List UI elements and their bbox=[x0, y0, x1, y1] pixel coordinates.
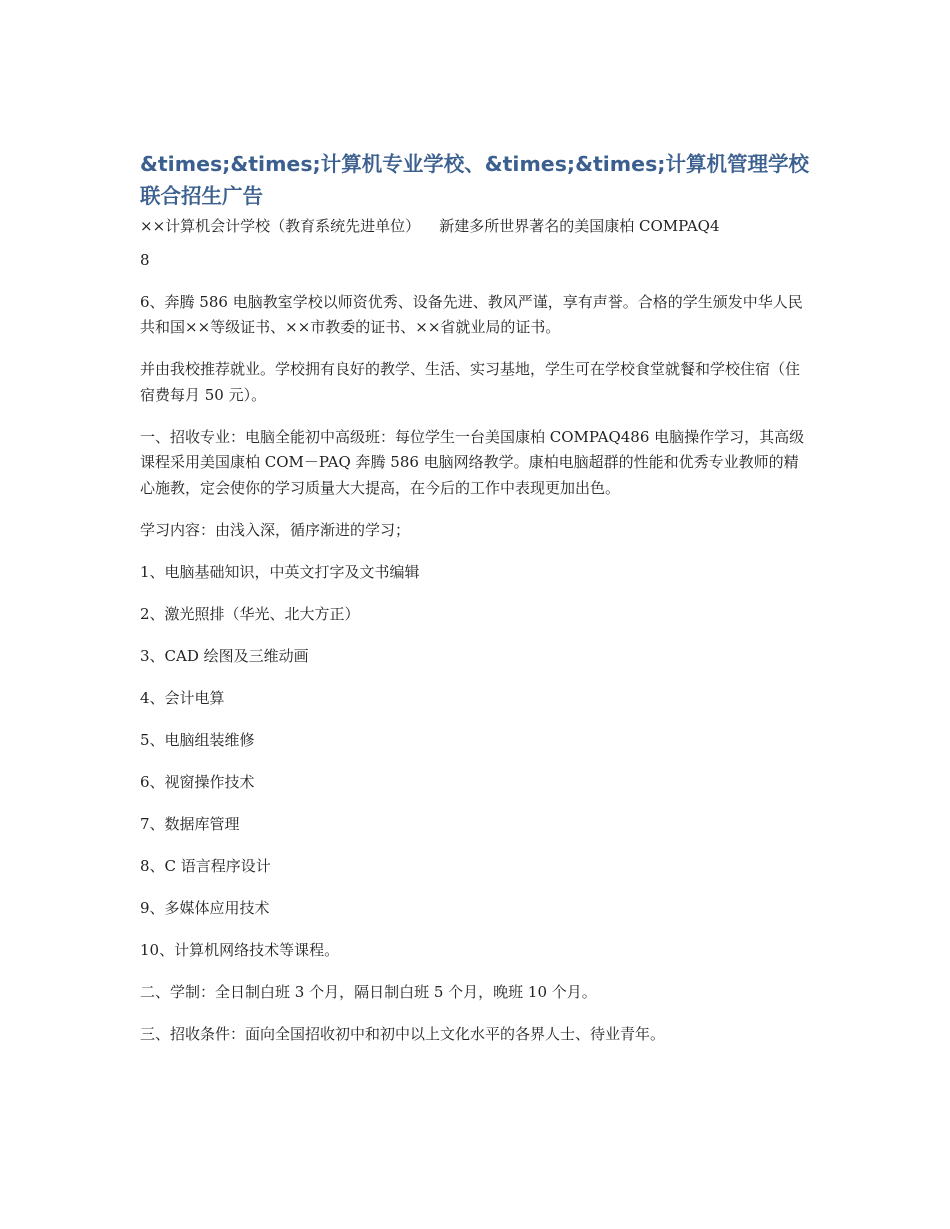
section-majors: 一、招收专业：电脑全能初中高级班：每位学生一台美国康柏 COMPAQ486 电脑操作学习，其高级课程采用美国康柏 COM－PAQ 奔腾 586 电脑网络教学。康柏电脑超群的性能和优秀专业教师的精心施教，定会使你的学习质量大大提高，在今后的工作中表现更加出色。 bbox=[140, 427, 805, 497]
course-item: 3、CAD 绘图及三维动画 bbox=[140, 646, 309, 665]
course-item: 7、数据库管理 bbox=[140, 814, 240, 833]
course-item: 2、激光照排（华光、北大方正） bbox=[140, 604, 360, 623]
study-content-heading: 学习内容：由浅入深，循序渐进的学习； bbox=[140, 520, 411, 539]
course-item: 4、会计电算 bbox=[140, 688, 225, 707]
course-item: 5、电脑组装维修 bbox=[140, 730, 255, 749]
course-item: 8、C 语言程序设计 bbox=[140, 856, 271, 875]
section-requirements: 三、招收条件：面向全国招收初中和初中以上文化水平的各界人士、待业青年。 bbox=[140, 1024, 666, 1043]
document-title: &times;&times;计算机专业学校、&times;&times;计算机管理学校 联合招生广告 bbox=[140, 152, 809, 208]
course-item: 6、视窗操作技术 bbox=[140, 772, 255, 791]
course-item: 10、计算机网络技术等课程。 bbox=[140, 940, 340, 959]
employment-paragraph: 并由我校推荐就业。学校拥有良好的教学、生活、实习基地，学生可在学校食堂就餐和学校住宿（住宿费每月 50 元）。 bbox=[140, 360, 801, 404]
intro-paragraph: ××计算机会计学校（教育系统先进单位） 新建多所世界著名的美国康柏 COMPAQ4 bbox=[140, 217, 720, 235]
school-description-paragraph: 6、奔腾 586 电脑教室学校以师资优秀、设备先进、教风严谨，享有声誉。合格的学生颁发中华人民共和国××等级证书、××市教委的证书、××省就业局的证书。 bbox=[140, 292, 803, 336]
intro-continuation: 8 bbox=[140, 250, 150, 269]
document-page bbox=[140, 148, 810, 1064]
section-duration: 二、学制：全日制白班 3 个月，隔日制白班 5 个月，晚班 10 个月。 bbox=[140, 982, 597, 1001]
course-item: 9、多媒体应用技术 bbox=[140, 898, 270, 917]
course-item: 1、电脑基础知识，中英文打字及文书编辑 bbox=[140, 562, 420, 581]
